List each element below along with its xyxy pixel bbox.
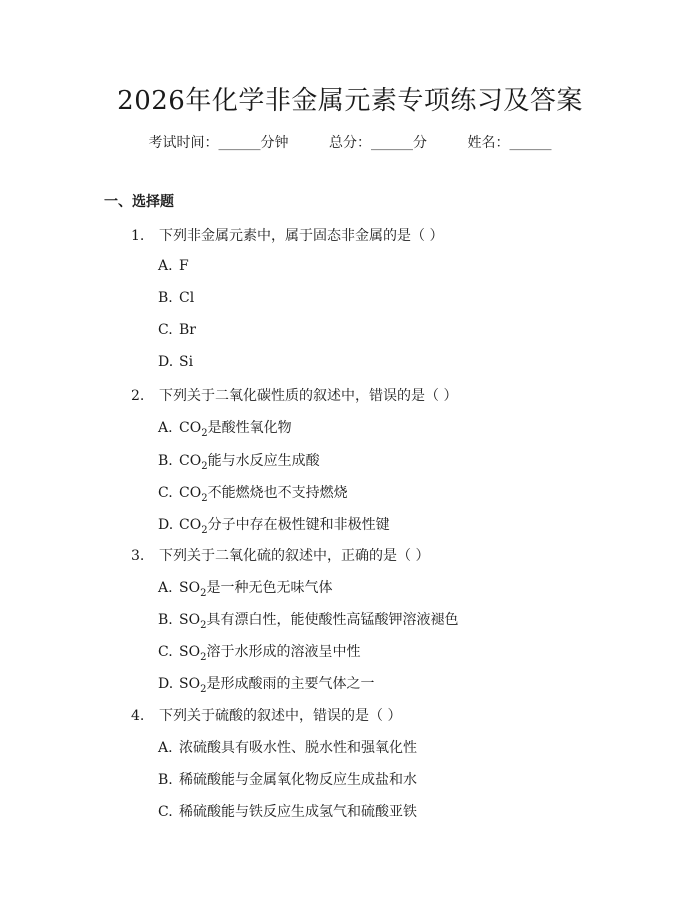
option-letter: B. bbox=[158, 772, 173, 788]
formula-so2: $SO_2$ bbox=[179, 644, 207, 663]
option-2c bbox=[158, 482, 348, 504]
option-letter: C. bbox=[158, 485, 173, 501]
formula-so2: $SO_2$ bbox=[179, 580, 207, 599]
option-text: 稀硫酸能与金属氧化物反应生成盐和水 bbox=[179, 772, 417, 788]
question-number: 1. bbox=[131, 228, 145, 244]
option-letter: B. bbox=[158, 612, 173, 628]
formula-co2: $CO_2$ bbox=[179, 453, 208, 472]
student-name-label: 姓名：______ bbox=[467, 135, 552, 151]
question-number: 4. bbox=[131, 708, 145, 724]
exam-meta bbox=[0, 132, 700, 152]
option-letter: D. bbox=[158, 517, 174, 533]
option-3d bbox=[158, 673, 374, 695]
option-text: 稀硫酸能与铁反应生成氢气和硫酸亚铁 bbox=[179, 804, 417, 820]
option-text: Br bbox=[179, 322, 196, 338]
option-letter: C. bbox=[158, 804, 173, 820]
option-3c bbox=[158, 641, 360, 663]
option-text: 是一种无色无味气体 bbox=[206, 580, 333, 596]
total-score-label: 总分：______分 bbox=[329, 135, 427, 151]
question-number: 2. bbox=[131, 388, 145, 404]
option-text: F bbox=[179, 258, 189, 274]
formula-co2: $CO_2$ bbox=[179, 420, 208, 439]
option-letter: D. bbox=[158, 676, 174, 692]
option-letter: D. bbox=[158, 354, 174, 370]
exam-time-label: 考试时间：______分钟 bbox=[148, 135, 289, 151]
question-text: 下列关于硫酸的叙述中，错误的是（ ） bbox=[159, 708, 402, 724]
option-3b bbox=[158, 609, 458, 631]
option-text: 分子中存在极性键和非极性键 bbox=[207, 517, 390, 533]
question-1 bbox=[131, 225, 443, 245]
option-letter: A. bbox=[158, 258, 173, 274]
option-text: 具有漂白性，能使酸性高锰酸钾溶液褪色 bbox=[206, 612, 459, 628]
document-title: 2026年化学非金属元素专项练习及答案 bbox=[117, 86, 583, 116]
option-4a bbox=[158, 737, 417, 757]
option-letter: C. bbox=[158, 322, 173, 338]
option-3a bbox=[158, 577, 332, 599]
option-2a bbox=[158, 417, 292, 439]
option-text: Cl bbox=[179, 290, 195, 306]
option-2d bbox=[158, 514, 390, 536]
formula-so2: $SO_2$ bbox=[179, 612, 207, 631]
option-text: 能与水反应生成酸 bbox=[207, 453, 320, 469]
option-letter: A. bbox=[158, 740, 173, 756]
option-text: 溶于水形成的溶液呈中性 bbox=[206, 644, 361, 660]
option-1b bbox=[158, 290, 194, 306]
option-1a bbox=[158, 258, 189, 274]
question-text: 下列关于二氧化碳性质的叙述中，错误的是（ ） bbox=[159, 388, 458, 404]
question-text: 下列非金属元素中，属于固态非金属的是（ ） bbox=[159, 228, 444, 244]
section-heading: 一、选择题 bbox=[104, 194, 174, 210]
option-letter: A. bbox=[158, 420, 173, 436]
option-2b bbox=[158, 450, 320, 472]
option-letter: C. bbox=[158, 644, 173, 660]
formula-so2: $SO_2$ bbox=[179, 676, 207, 695]
option-4b bbox=[158, 769, 417, 789]
option-1d bbox=[158, 354, 193, 370]
question-4 bbox=[131, 705, 401, 725]
question-text: 下列关于二氧化硫的叙述中，正确的是（ ） bbox=[159, 548, 430, 564]
option-4c bbox=[158, 801, 417, 821]
formula-co2: $CO_2$ bbox=[179, 517, 208, 536]
option-text: 是酸性氧化物 bbox=[207, 420, 292, 436]
option-letter: A. bbox=[158, 580, 173, 596]
option-text: 不能燃烧也不支持燃烧 bbox=[207, 485, 348, 501]
question-3 bbox=[131, 545, 429, 565]
option-letter: B. bbox=[158, 453, 173, 469]
question-number: 3. bbox=[131, 548, 145, 564]
option-text: 浓硫酸具有吸水性、脱水性和强氧化性 bbox=[179, 740, 417, 756]
formula-co2: $CO_2$ bbox=[179, 485, 208, 504]
option-letter: B. bbox=[158, 290, 173, 306]
question-2 bbox=[131, 385, 457, 405]
option-text: 是形成酸雨的主要气体之一 bbox=[206, 676, 375, 692]
option-1c bbox=[158, 322, 196, 338]
option-text: Si bbox=[179, 354, 194, 370]
